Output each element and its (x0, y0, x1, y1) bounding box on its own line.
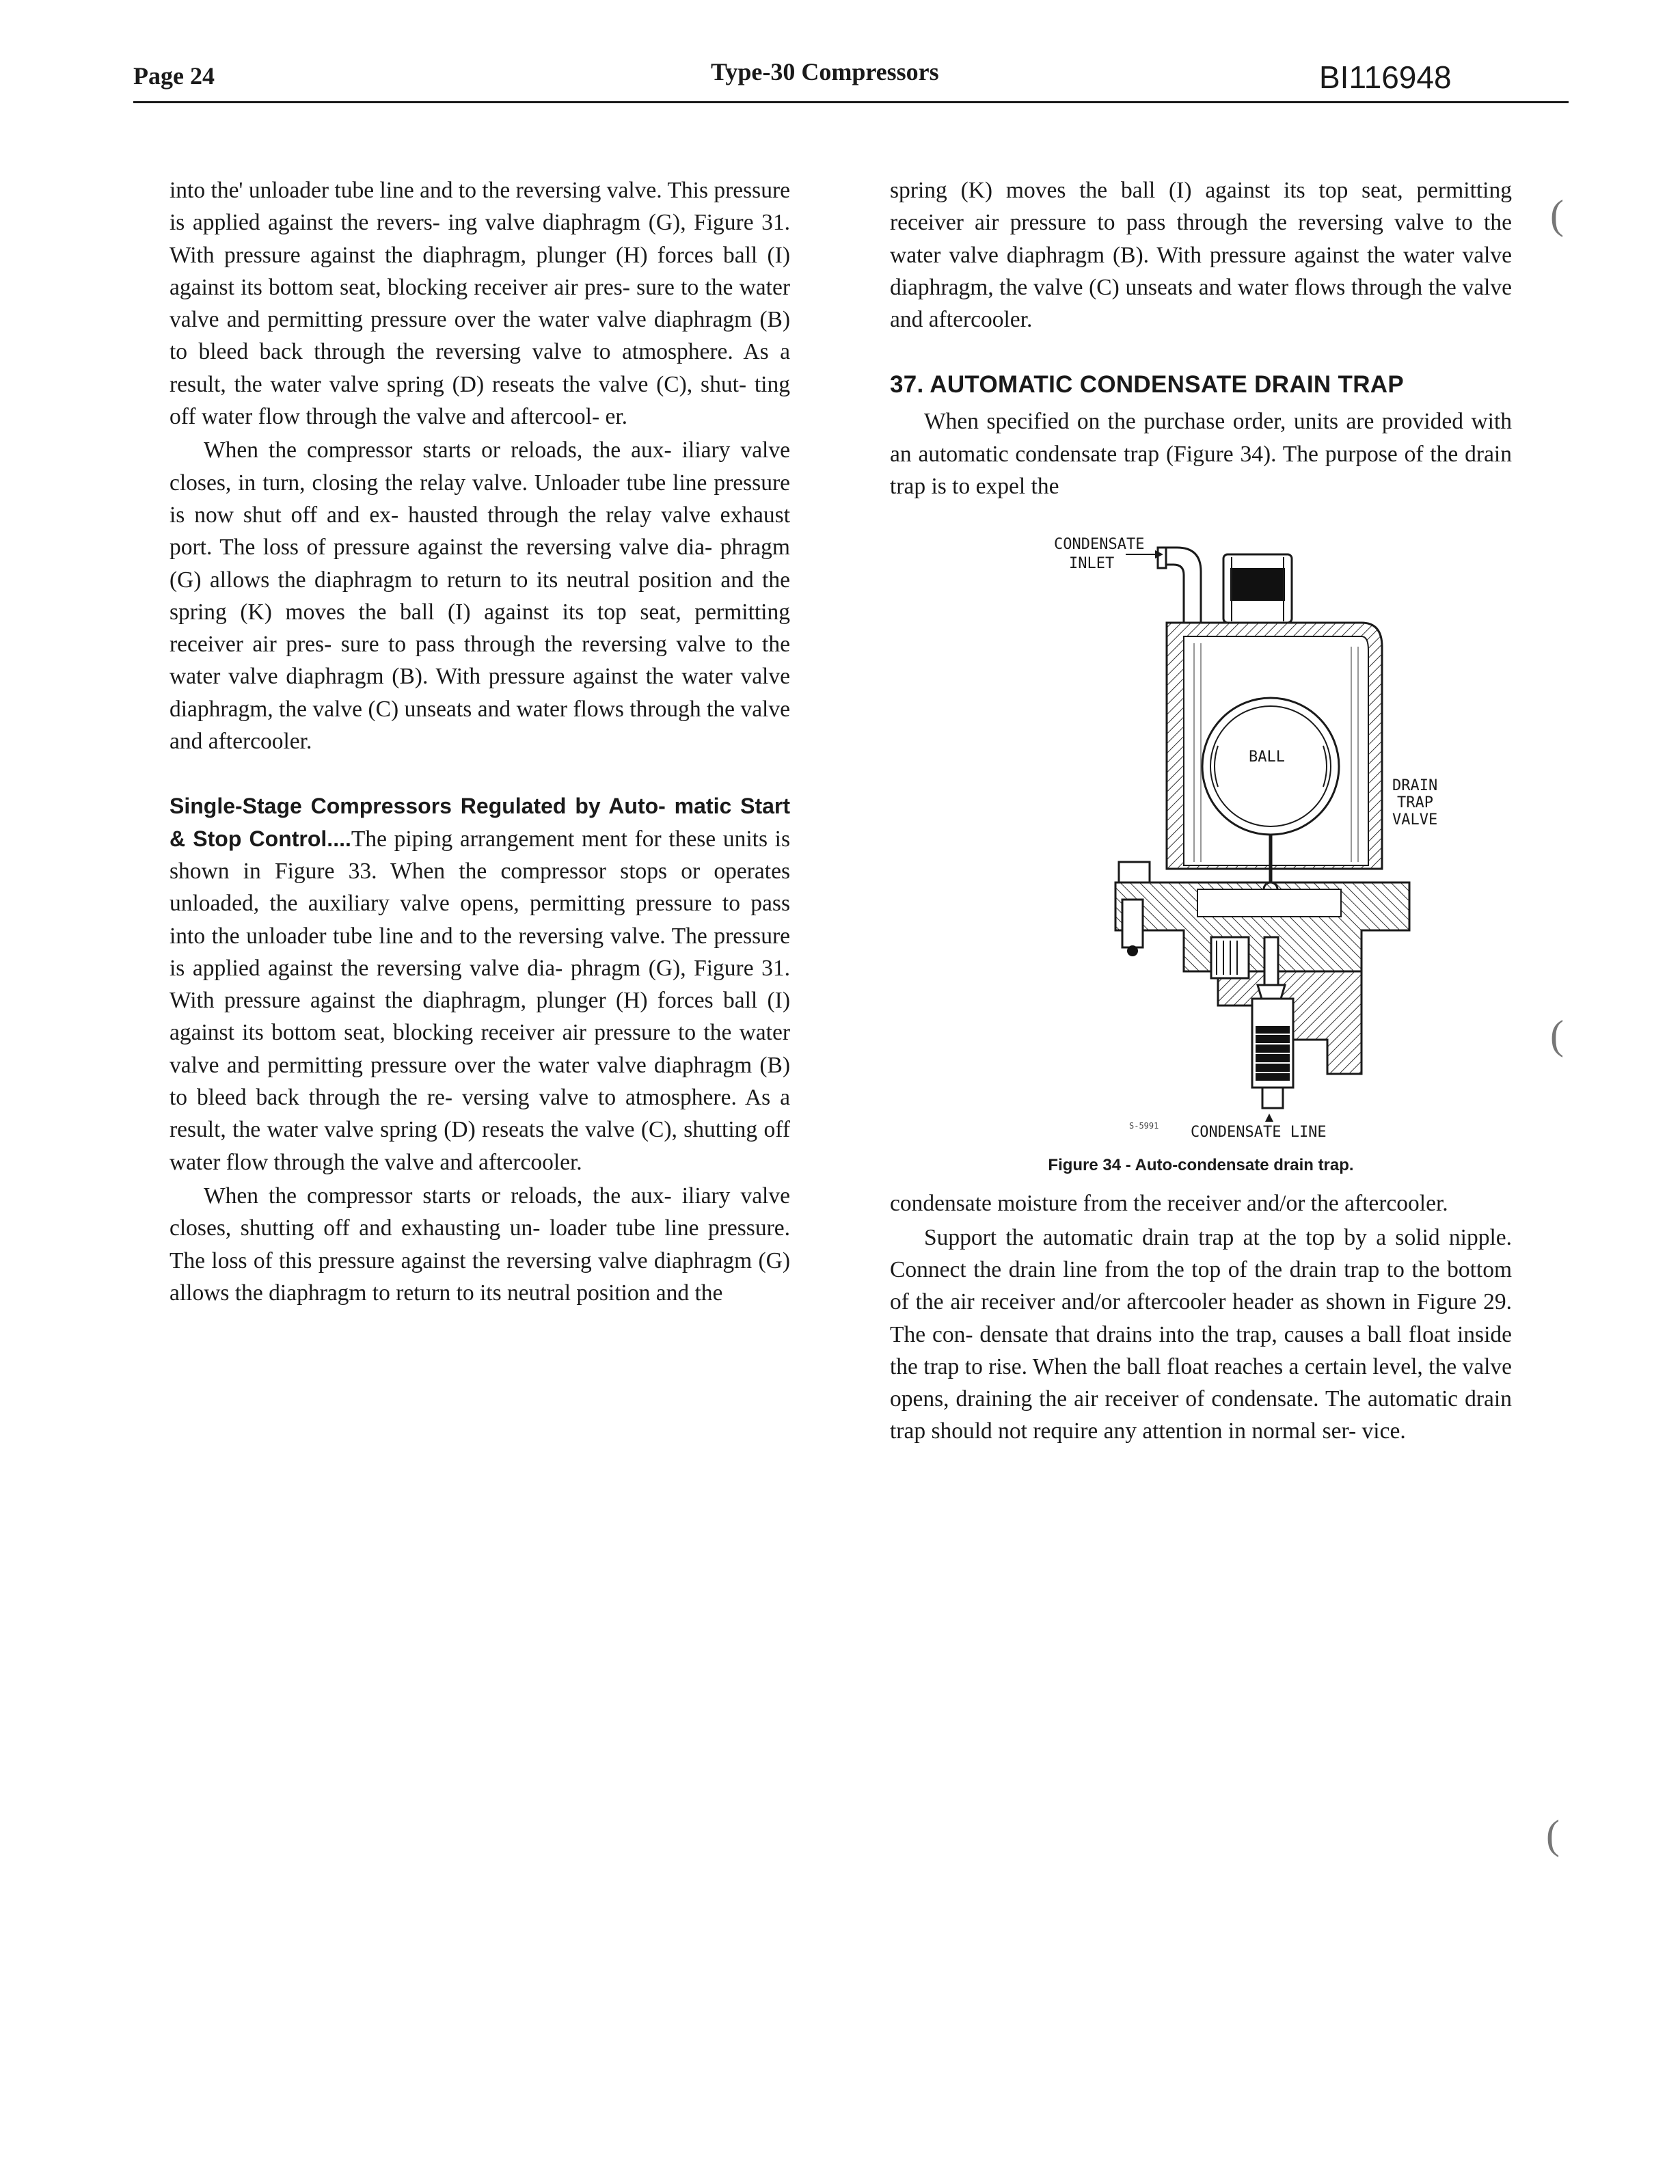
spacer (170, 757, 790, 790)
page-number: Page 24 (133, 62, 215, 90)
left-column (170, 174, 790, 1309)
outlet-nipple (1262, 1088, 1283, 1108)
figure-caption: Figure 34 - Auto-condensate drain trap. (1048, 1156, 1354, 1175)
paragraph-left-3-body: The piping arrangement ment for these units is shown in Figure 33. When the compressor stops or operates unloaded, the auxiliary valve opens, permitting pressure to pass into the unloader tube line and to the reversing valve. The pressure is applied against the reversing valve dia- phragm (G), Figure 31. With pressure against the diaphragm, plunger (H) forces ball (I) against its bottom seat, blocking receiver air pressure to the water valve and permitting pressure over the water valve diaphragm (B) to bleed back through the re- versing valve to atmosphere. As a result, the water valve spring (D) reseats the valve (C), shutting off water flow through the valve and aftercooler. (170, 826, 790, 1175)
section-heading: 37. AUTOMATIC CONDENSATE DRAIN TRAP (890, 371, 1405, 399)
run-in-heading: Single-Stage Compressors Regulated by Auto- matic Start & Stop Control.... (170, 794, 790, 851)
paragraph-left-3 (170, 790, 790, 1178)
figure-drain-trap (890, 527, 1512, 1149)
binding-mark: ( (1550, 192, 1564, 237)
paragraph-left-2: When the compressor starts or reloads, the aux- iliary valve closes, in turn, closing the relay valve. Unloader tube line pressure is now shut off and ex- hausted through the relay valve exhaust port. The loss of pressure against the reversing valve dia- phragm (G) allows the diaphragm to return to its neutral position and the spring (K) moves the ball (I) against its top seat, permitting receiver air pres- sure to pass through the reversing valve to the water valve diaphragm (B). With pressure against the water valve diaphragm, the valve (C) unseats and water flows through the valve and aftercooler. (170, 437, 790, 755)
label-condensate: CONDENSATE (1054, 536, 1145, 554)
drain-valve-stem (1264, 937, 1278, 985)
label-inlet: INLET (1069, 555, 1115, 573)
binding-mark: ( (1550, 1012, 1564, 1057)
paragraph-right-1: spring (K) moves the ball (I) against its top seat, permitting receiver air pressure to pass through the reversing valve to the water valve diaphragm (B). With pressure against the water valve diaphragm, the valve (C) unseats and water flows through the valve and aftercooler. (890, 178, 1512, 333)
ball-float (1202, 698, 1339, 835)
header-rule (133, 101, 1569, 103)
figure-code: S-5991 (1129, 1121, 1159, 1131)
base-cavity (1197, 889, 1341, 917)
label-trap: TRAP (1397, 794, 1433, 812)
drain-trap-diagram (890, 527, 1512, 1142)
spacer (890, 336, 1512, 368)
paragraph-right-2: When specified on the purchase order, units are provided with an automatic condensate trap (Figure 34). The purpose of the drain trap is to expel the (890, 409, 1512, 500)
flange-bolt (1122, 900, 1143, 947)
label-ball: BALL (1249, 749, 1285, 766)
inlet-stub (1158, 548, 1166, 568)
label-drain: DRAIN (1392, 777, 1438, 795)
page-header (133, 55, 1555, 104)
running-title: Type-30 Compressors (711, 58, 939, 85)
paragraph-left-4: When the compressor starts or reloads, the aux- iliary valve closes, shutting off and exhausting un- loader tube line pressure. The loss of this pressure against the reversing valve diaphragm (G) allows the diaphragm to return to its neutral position and the (170, 1183, 790, 1306)
paragraph-right-4: Support the automatic drain trap at the top by a solid nipple. Connect the drain line from the top of the drain trap to the bottom of the air receiver and/or aftercooler header as shown in Figure 29. The con- densate that drains into the trap, causes a ball float inside the trap to rise. When the ball float reaches a certain level, the valve opens, draining the air receiver of condensate. The automatic drain trap should not require any attention in normal ser- vice. (890, 1224, 1512, 1444)
binding-mark: ( (1546, 1812, 1560, 1857)
label-valve: VALVE (1392, 811, 1438, 829)
top-plug-thread (1230, 568, 1285, 601)
document-number: BI116948 (1319, 59, 1452, 95)
right-column (890, 174, 1512, 1448)
label-condensate-line: CONDENSATE LINE (1191, 1124, 1327, 1142)
vent-fitting (1119, 862, 1150, 882)
paragraph-left-1: into the' unloader tube line and to the reversing valve. This pressure is applied against the revers- ing valve diaphragm (G), Figure 31. With pressure against the diaphragm, plunger (H) forces ball (I) against its bottom seat, blocking receiver air pres- sure to the water valve and permitting pressure over the water valve diaphragm (B) to bleed back through the reversing valve to atmosphere. As a result, the water valve spring (D) reseats the valve (C), shut- ting off water flow through the valve and aftercool- er. (170, 178, 790, 430)
paragraph-right-3: condensate moisture from the receiver and/or the aftercooler. (890, 1191, 1448, 1217)
